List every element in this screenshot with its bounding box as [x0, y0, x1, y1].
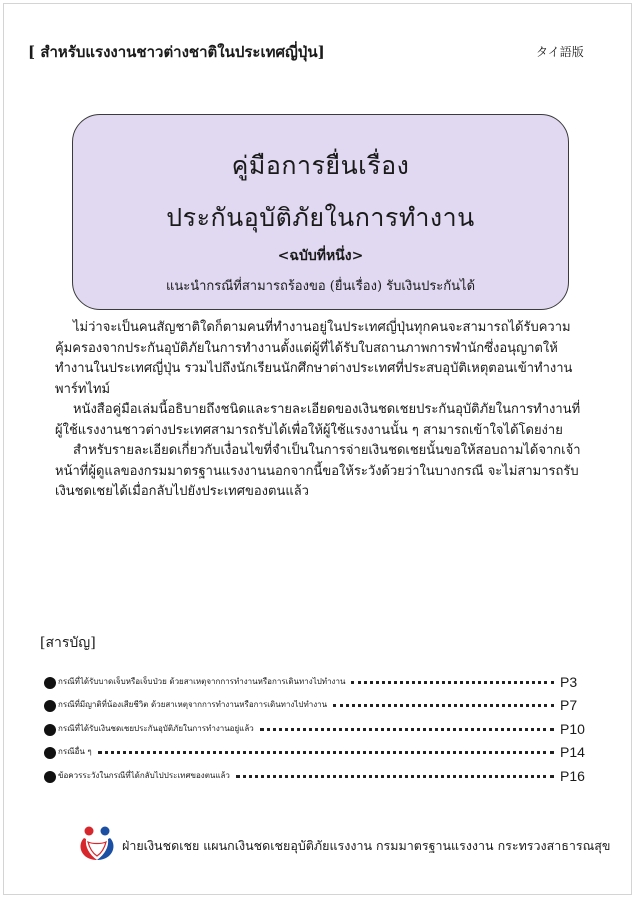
toc-heading: [สารบัญ] — [40, 635, 96, 651]
bullet-icon — [44, 724, 56, 736]
bullet-icon — [44, 700, 56, 712]
dot-leader — [351, 681, 554, 684]
toc-item-label: กรณีที่มีญาติที่น้องเสียชีวิต ด้วยสาเหตุจากการทำงานหรือการเดินทางไปทำงาน — [58, 700, 328, 709]
toc-item-page: P14 — [560, 744, 585, 760]
dot-leader — [333, 704, 554, 707]
audience-label: [ สำหรับแรงงานชาวต่างชาติในประเทศญี่ปุ่น] — [28, 43, 325, 61]
toc-item-label: กรณีที่ได้รับบาดเจ็บหรือเจ็บป่วย ด้วยสาเหตุจากการทำงานหรือการเดินทางไปทำงาน — [58, 676, 346, 686]
bullet-icon — [44, 771, 56, 783]
dot-leader — [236, 775, 554, 778]
bullet-icon — [44, 677, 56, 689]
toc-item-page: P10 — [560, 720, 585, 737]
table-of-contents — [44, 668, 592, 786]
ministry-logo-icon — [76, 822, 118, 864]
language-tag: タイ語版 — [536, 45, 584, 59]
document-subtitle: แนะนำกรณีที่สามารถร้องขอ (ยื่นเรื่อง) รับเงินประกันได้ — [165, 279, 476, 294]
toc-item-label: กรณีอื่น ๆ — [58, 747, 92, 756]
toc-item-label: ข้อควรระวังในกรณีที่ได้กลับไปประเทศของตนแล้ว — [58, 770, 230, 780]
dot-leader — [98, 751, 554, 754]
title-box — [72, 114, 569, 310]
intro-paragraph: ไม่ว่าจะเป็นคนสัญชาติใดก็ตามคนที่ทำงานอยู่ในประเทศญี่ปุ่นทุกคนจะสามารถได้รับความคุ้มครองจากประกันอุบัติภัยในการทำงานตั้งแต่ผู้ที่ได้รับใบสถานภาพการพำนักซึ่งอนุญาตให้ทำงานในประเทศญี่ปุ่น รวมไปถึงนักเรียนนักศึกษาต่างประเทศที่ประสบอุบัติเหตุตอนเข้าทำงานพาร์ทไทม์ — [55, 320, 573, 397]
toc-item-page: P7 — [560, 697, 578, 713]
toc-item[interactable] — [44, 668, 592, 692]
toc-item[interactable] — [44, 739, 592, 763]
toc-item[interactable] — [44, 762, 592, 786]
intro-paragraph: สำหรับรายละเอียดเกี่ยวกับเงื่อนไขที่จำเป็นในการจ่ายเงินชดเชยนั้นขอให้สอบถามได้จากเจ้าหน้าที่ผู้ดูแลของกรมมาตรฐานแรงงานนอกจากนี้ขอให้ระวังด้วยว่าในบางกรณี จะไม่สามารถรับเงินชดเชยได้เมื่อกลับไปยังประเทศของตนแล้ว — [55, 443, 581, 499]
intro-text — [55, 318, 585, 503]
toc-item-page: P3 — [560, 673, 578, 690]
document-title-line-2: ประกันอุบัติภัยในการทำงาน — [166, 203, 475, 232]
edition-label: <ฉบับที่หนึ่ง> — [277, 248, 364, 264]
bullet-icon — [44, 747, 56, 759]
intro-paragraph: หนังสือคู่มือเล่มนี้อธิบายถึงชนิดและรายละเอียดของเงินชดเชยประกันอุบัติภัยในการทำงานที่ผู้ใช้แรงงานชาวต่างประเทศสามารถรับได้เพื่อให้ผู้ใช้แรงงานนั้น ๆ สามารถเข้าใจได้โดยง่าย — [55, 402, 581, 438]
footer-organization: ฝ่ายเงินชดเชย แผนกเงินชดเชยอุบัติภัยแรงงาน กรมมาตรฐานแรงงาน กระทรวงสาธารณสุข — [122, 838, 611, 853]
dot-leader — [260, 728, 554, 731]
toc-item-page: P16 — [560, 767, 585, 784]
document-title-line-1: คู่มือการยื่นเรื่อง — [231, 151, 410, 180]
toc-item[interactable] — [44, 692, 592, 716]
toc-item-label: กรณีที่ได้รับเงินชดเชยประกันอุบัติภัยในการทำงานอยู่แล้ว — [58, 723, 254, 733]
toc-item[interactable] — [44, 715, 592, 739]
